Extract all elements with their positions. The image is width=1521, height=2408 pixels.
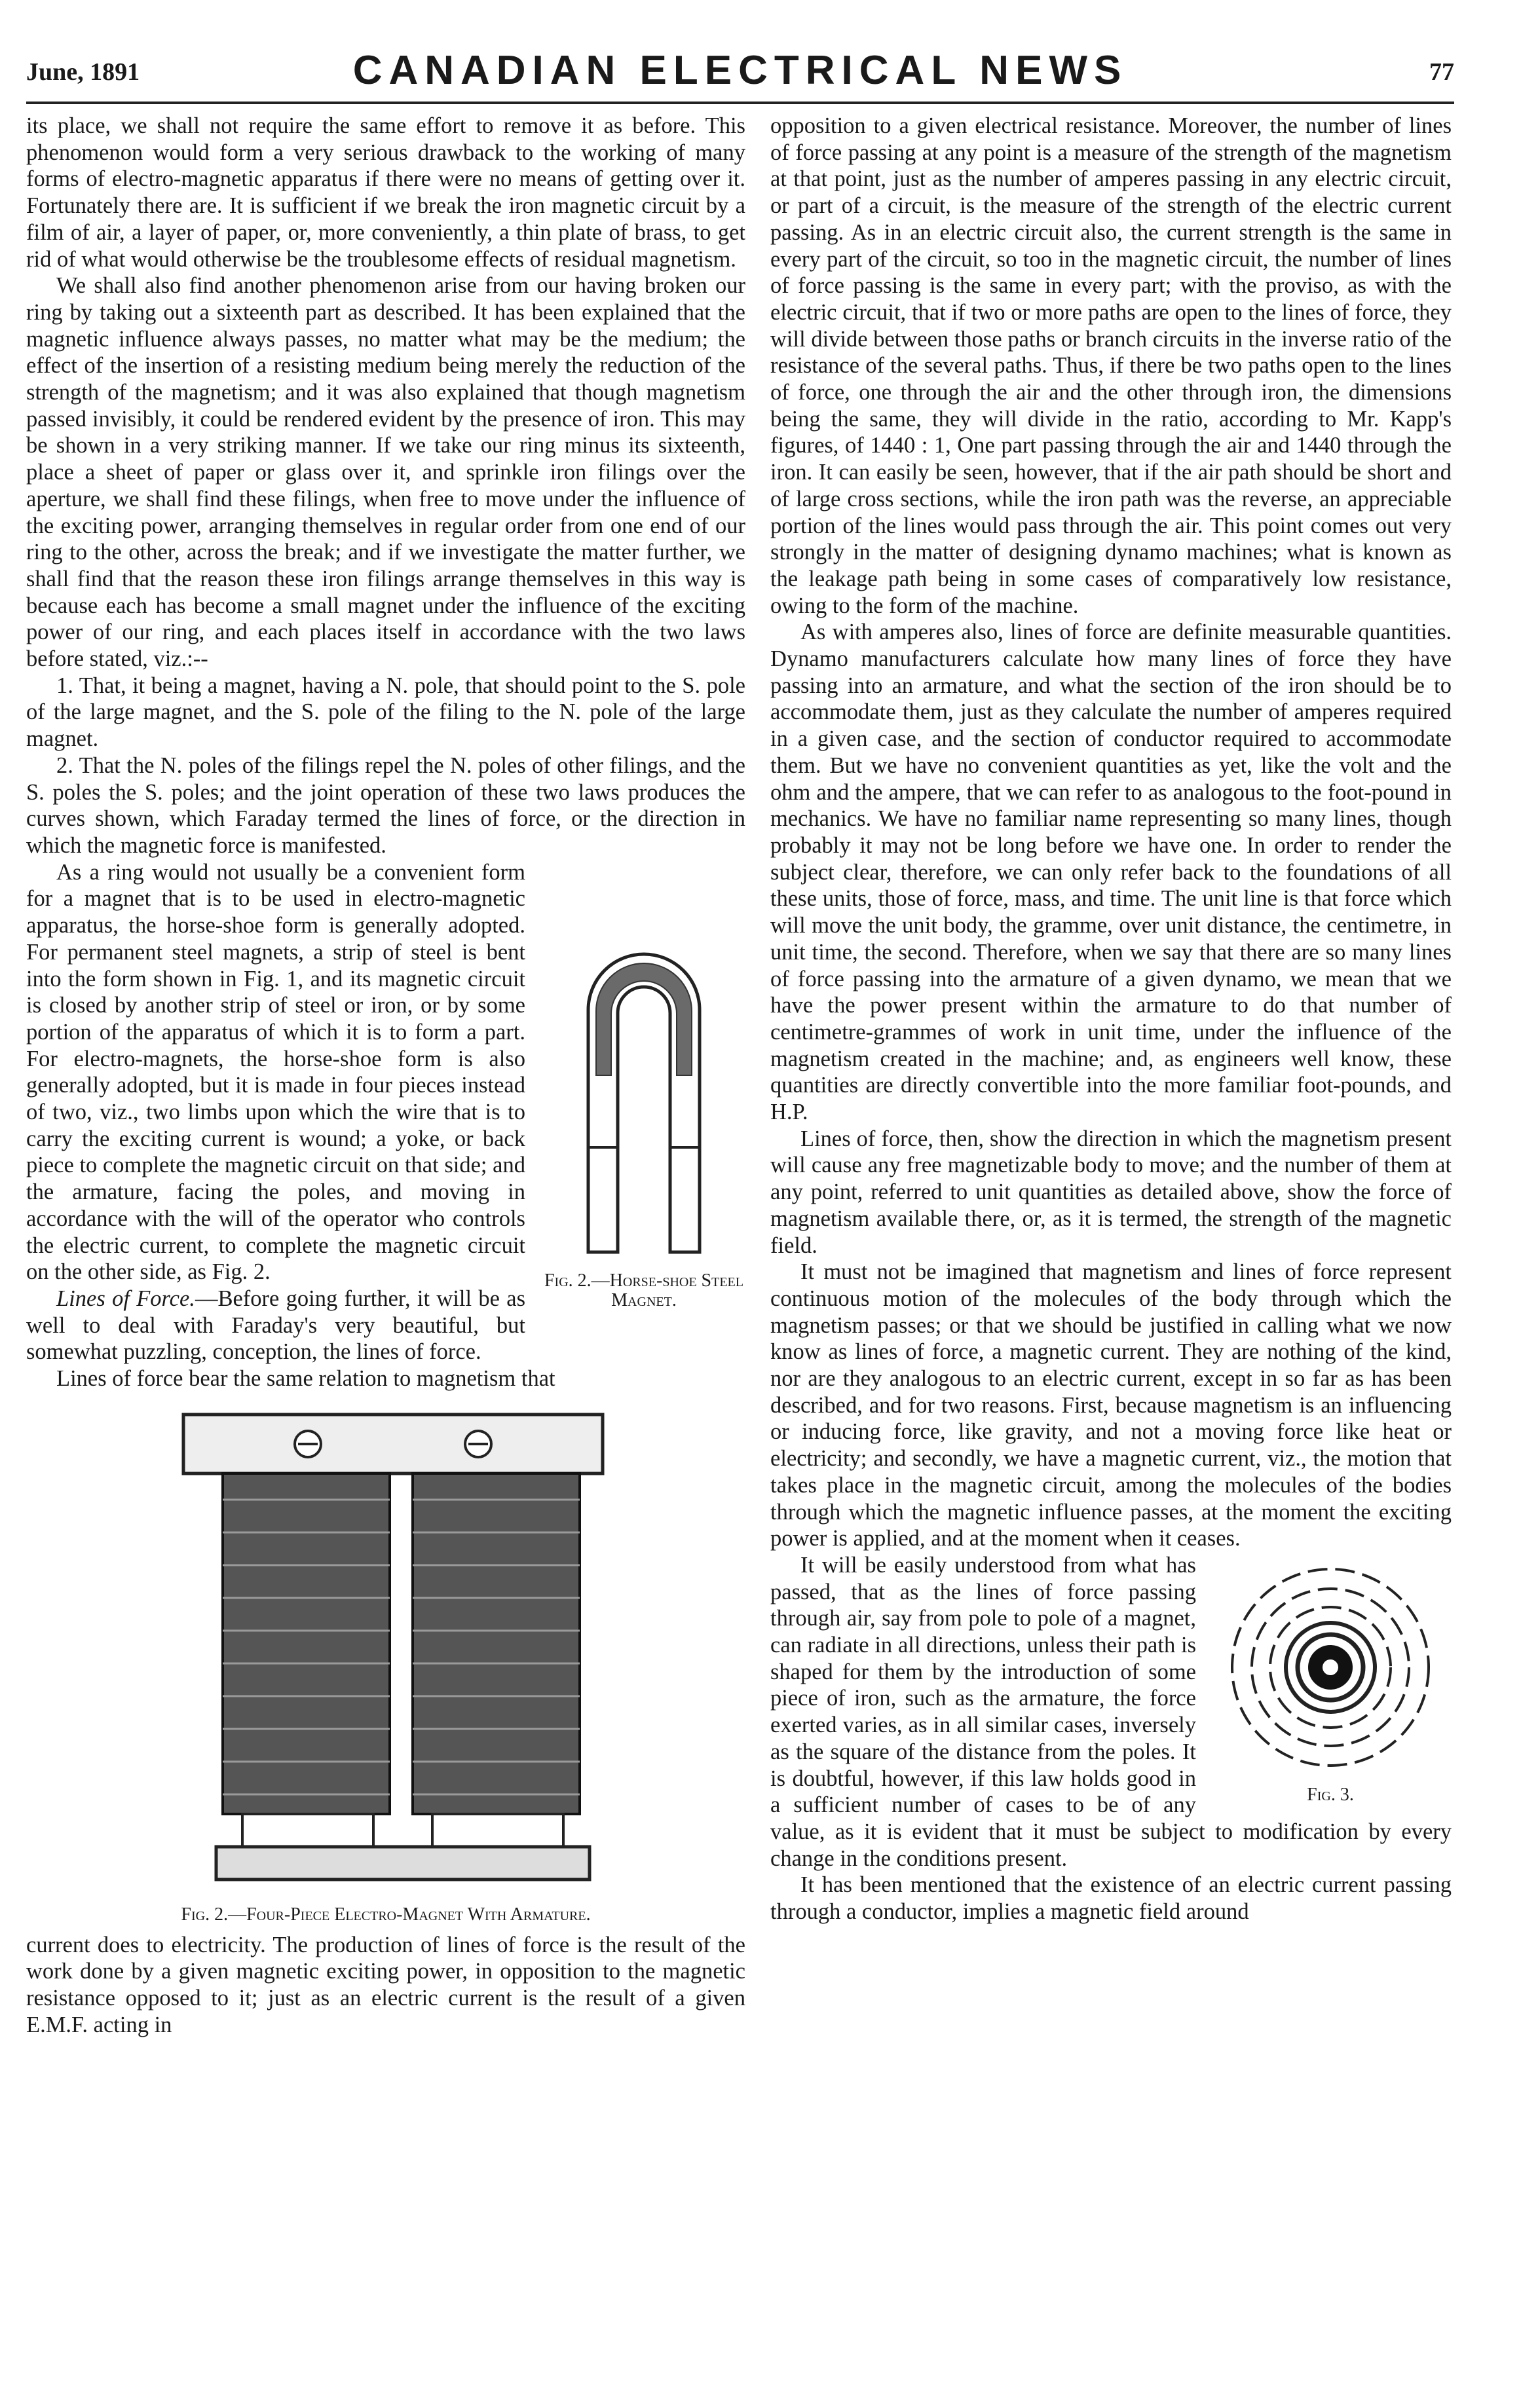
horseshoe-magnet-figure: [542, 859, 745, 1318]
paragraph: Lines of force, then, show the direction in which the magnetism present will cause any free magnetizable body to move; and the number of them at any point, referred to unit quantities as detailed above, show the force of magnetism available there, or, as it is termed, the strength of the magnetic field.: [770, 1126, 1452, 1258]
page-header: [26, 45, 1454, 103]
figure-caption: Fig. 2.—Four-Piece Electro-Magnet With Armature.: [181, 1904, 591, 1925]
field-lines-figure: [1209, 1556, 1452, 1805]
concentric-field-lines-illustration: [1209, 1556, 1452, 1779]
paragraph: As a ring would not usually be a convenient form for a magnet that is to be used in electro-magnetic apparatus, the horse-shoe form is generally adopted. For permanent steel magnets, a strip of steel is bent into the form shown in Fig. 1, and its magnetic circuit is closed by another strip of steel or iron, or by some portion of the apparatus of which it is to form a part. For electro-magnets, the horse-shoe form is also generally adopted, but it is made in four pieces instead of two, viz., two limbs upon which the wire that is to carry the exciting current is wound; a yoke, or back piece to complete the magnetic circuit on that side; and the armature, facing the poles, and moving in accordance with the will of the operator who controls the electric current, to complete the magnetic circuit on the other side, as Fig. 2.: [26, 859, 525, 1285]
paragraph: current does to electricity. The production of lines of force is the result of the work done by a given magnetic exciting power, in opposition to the magnetic resistance opposed to it; just as an electric current is the result of a given E.M.F. acting in: [26, 1932, 745, 2037]
paragraph: We shall also find another phenomenon arise from our having broken our ring by taking out a sixteenth part as described. It has been explained that the magnetic influence always passes, no matter what may be the medium; the effect of the insertion of a resisting medium being merely the reduction of the strength of the magnetism; and it was also explained that though magnetism passed invisibly, it could be rendered evident by the presence of iron. This may be shown in a very striking manner. If we take our ring minus its sixteenth, place a sheet of paper or glass over it, and sprinkle iron filings over the aperture, we shall find these filings, when free to move under the influence of the exciting power, arranging themselves in regular order from one end of our ring to the other, across the break; and if we investigate the matter further, we shall find that the reason these iron filings arrange themselves in this way is because each has become a small magnet under the influence of the exciting power of our ring, and each places itself in accordance with the two laws before stated, viz.:--: [26, 273, 745, 672]
figure-caption: Fig. 2.—Horse-shoe Steel Magnet.: [544, 1270, 743, 1311]
paragraph: As with amperes also, lines of force are definite measurable quantities. Dynamo manufacturers calculate how many lines of force they have passing into an armature, and what the section of the iron should be to accommodate them, just as they calculate the number of amperes required in a given case, and the section of conductor required to accommodate them. But we have no convenient quantities as yet, like the volt and the ohm and the ampere, that we can refer to as analogous to the foot-pound in mechanics. We have no familiar name representing so many lines, though probably it may not be long before we have one. In order to render the subject clear, therefore, we can only refer back to the foundations of all these units, those of force, mass, and time. The unit line is that force which will move the unit body, the gramme, over unit distance, the centimetre, in unit time, the second. Therefore, when we say that there are so many lines of force passing into the armature of a given dynamo, we mean that we have the power present within the armature to do that number of centimetre-grammes of work in unit time, under the influence of the magnetism created in the machine; and, as engineers well know, these quantities are directly convertible into the more familiar foot-pounds, and H.P.: [770, 620, 1452, 1125]
section-heading: Lines of Force.: [56, 1286, 195, 1311]
numbered-paragraph: 2. That the N. poles of the filings repel the N. poles of other filings, and the S. poles the S. poles; and the joint operation of these two laws produces the curves shown, which Faraday termed the lines of force, or the direction in which the magnetic force is manifested.: [26, 752, 745, 858]
horseshoe-magnet-illustration: [542, 859, 745, 1265]
figure-caption: Fig. 3.: [1307, 1784, 1354, 1805]
numbered-paragraph: 1. That, it being a magnet, having a N. pole, that should point to the S. pole of the large magnet, and the S. pole of the filing to the N. pole of the large magnet.: [26, 673, 745, 752]
paragraph: It must not be imagined that magnetism and lines of force represent continuous motion of the molecules of the body through which the magnetism passes; or that we should be justified in calling what we now know as lines of force, a magnetic current. They are nothing of the kind, nor are they analogous to an electric current, except in so far as has been described, and for two reasons. First, because magnetism is an influencing or inducing force, like gravity, and not a moving force like heat or electricity; and secondly, we have a magnetic current, viz., the motion that takes place in the magnetic circuit, among the molecules of the bodies through which the magnetic influence passes, at the moment the exciting power is applied, and at the moment when it ceases.: [770, 1259, 1452, 1551]
paragraph: Lines of force bear the same relation to magnetism that: [56, 1366, 555, 1392]
paragraph: It has been mentioned that the existence of an electric current passing through a conductor, implies a magnetic field around: [770, 1872, 1452, 1925]
paragraph: Lines of Force.—Before going further, it will be as well to deal with Faraday's very beautiful, but somewhat puzzling, conception, the lines of force.: [26, 1286, 525, 1365]
electromagnet-figure: [26, 1401, 745, 1925]
paragraph: It will be easily understood from what has passed, that as the lines of force passing through air, say from pole to pole of a magnet, can radiate in all directions, unless their path is shaped for them by the introduction of some piece of iron, such as the armature, the force exerted varies, as in all similar cases, inversely as the square of the distance from the poles. It is doubtful, however, if this law holds good in a sufficient number of cases to be of any value, as it is evident that it must be subject to modification by every change in the conditions present.: [770, 1552, 1452, 1871]
paragraph: its place, we shall not require the same effort to remove it as before. This phenomenon would form a very serious drawback to the working of many forms of electro-magnetic apparatus if there were no means of getting over it. Fortunately there are. It is sufficient if we break the iron magnetic circuit by a film of air, a layer of paper, or, more conveniently, a thin plate of brass, to get rid of what would otherwise be the troublesome effects of residual magnetism.: [26, 113, 745, 272]
header-rule: [26, 102, 1454, 104]
journal-title: CANADIAN ELECTRICAL NEWS: [352, 48, 1128, 93]
issue-date: June, 1891: [26, 58, 140, 86]
page-number: 77: [1429, 58, 1454, 86]
right-column: [770, 113, 1452, 1925]
left-column: [26, 113, 745, 2039]
electromagnet-illustration: [26, 1401, 745, 1899]
paragraph: opposition to a given electrical resistance. Moreover, the number of lines of force passing at any point is a measure of the strength of the magnetism at that point, just as the number of amperes passing in any electric circuit, or part of a circuit, is the measure of the strength of the electric current passing. As in an electric circuit also, the current strength is the same in every part of the circuit, so too in the magnetic circuit, the number of lines of force passing is the same in every part; with the proviso, as with the electric circuit, that if two or more paths are open to the lines of force, they will divide between those paths or branch circuits in the inverse ratio of the resistance of the several paths. Thus, if there be two paths open to the lines of force, one through the air and the other through iron, the dimensions being the same, they will divide in the ratio, according to Mr. Kapp's figures, of 1440 : 1, One part passing through the air and 1440 through the iron. It can easily be seen, however, that if the air path should be short and of large cross sections, while the iron path was the reverse, an appreciable portion of the lines would pass through the air. This point comes out very strongly in the matter of designing dynamo machines; what is known as the leakage path being in some cases of comparatively low resistance, owing to the form of the machine.: [770, 113, 1452, 618]
